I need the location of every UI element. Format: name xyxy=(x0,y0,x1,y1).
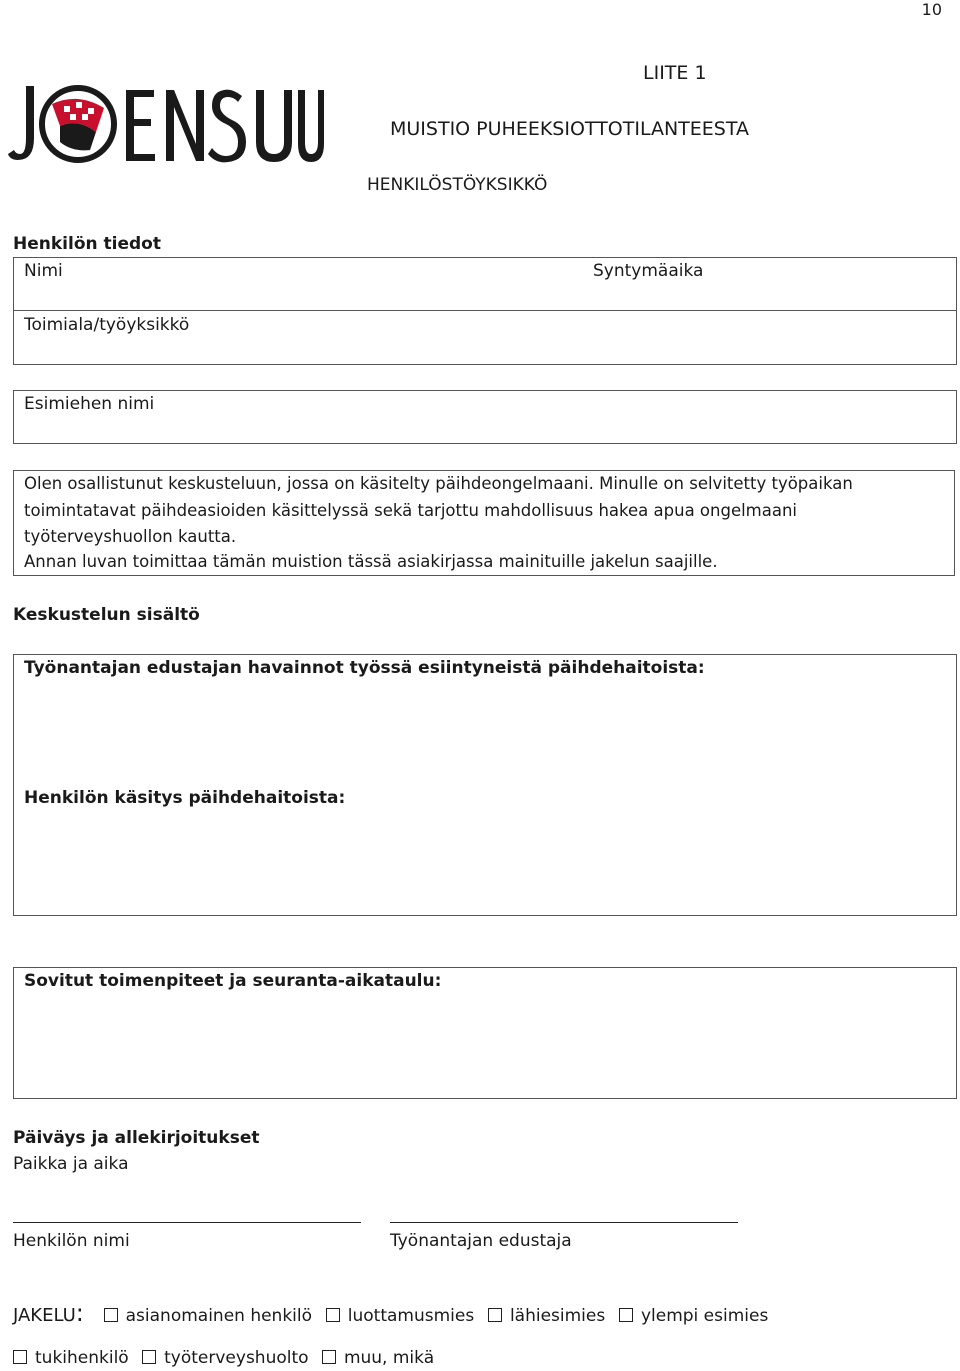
distribution-row-2 xyxy=(13,1348,434,1368)
appendix-label: LIITE 1 xyxy=(643,62,707,84)
consent-line-2: toimintatavat päihdeasioiden käsittelyssä sekä tarjottu mahdollisuus hakea apua ongelmaani xyxy=(24,501,798,520)
checkbox-icon[interactable] xyxy=(488,1308,502,1322)
document-title: MUISTIO PUHEEKSIOTTOTILANTEESTA xyxy=(390,118,749,140)
distribution-option[interactable]: tukihenkilö xyxy=(13,1348,137,1368)
supervisor-label: Esimiehen nimi xyxy=(24,394,155,414)
distribution-row-1 xyxy=(13,1299,768,1327)
person-info-heading: Henkilön tiedot xyxy=(13,234,161,254)
employer-rep-label: Työnantajan edustaja xyxy=(390,1231,572,1251)
distribution-option[interactable]: työterveyshuolto xyxy=(142,1348,316,1368)
signatures-heading: Päiväys ja allekirjoitukset xyxy=(13,1128,260,1148)
distribution-option[interactable]: muu, mikä xyxy=(322,1348,434,1368)
place-date-label: Paikka ja aika xyxy=(13,1154,129,1174)
checkbox-icon[interactable] xyxy=(142,1350,156,1364)
employer-signature-line[interactable] xyxy=(390,1222,738,1223)
checkbox-icon[interactable] xyxy=(326,1308,340,1322)
employer-observations-label: Työnantajan edustajan havainnot työssä esiintyneistä päihdehaitoista: xyxy=(24,658,705,678)
person-view-label: Henkilön käsitys päihdehaitoista: xyxy=(24,788,346,808)
name-label: Nimi xyxy=(24,261,63,281)
distribution-option[interactable]: lähiesimies xyxy=(488,1305,613,1326)
distribution-option[interactable]: ylempi esimies xyxy=(619,1305,768,1326)
discussion-box xyxy=(13,654,957,916)
distribution-option[interactable]: luottamusmies xyxy=(326,1305,482,1326)
discussion-heading: Keskustelun sisältö xyxy=(13,605,200,625)
distribution-label: JAKELU xyxy=(13,1305,76,1326)
checkbox-icon[interactable] xyxy=(104,1308,118,1322)
person-info-divider xyxy=(14,310,956,311)
checkbox-icon[interactable] xyxy=(13,1350,27,1364)
checkbox-icon[interactable] xyxy=(619,1308,633,1322)
consent-line-4: Annan luvan toimittaa tämän muistion tässä asiakirjassa mainituille jakelun saajille. xyxy=(24,552,718,571)
page-number: 10 xyxy=(921,0,942,19)
person-info-box xyxy=(13,257,957,365)
person-signature-line[interactable] xyxy=(13,1222,361,1223)
supervisor-box xyxy=(13,390,957,444)
person-name-label: Henkilön nimi xyxy=(13,1231,130,1251)
department-label: Toimiala/työyksikkö xyxy=(24,315,190,335)
agreed-actions-label: Sovitut toimenpiteet ja seuranta-aikataulu: xyxy=(24,971,442,991)
consent-line-3: työterveyshuollon kautta. xyxy=(24,527,237,546)
consent-line-1: Olen osallistunut keskusteluun, jossa on käsitelty päihdeongelmaani. Minulle on selvitetty työpaikan xyxy=(24,474,853,493)
birthdate-label: Syntymäaika xyxy=(593,261,704,281)
distribution-colon: : xyxy=(75,1299,84,1327)
distribution-option[interactable]: asianomainen henkilö xyxy=(104,1305,320,1326)
unit-label: HENKILÖSTÖYKSIKKÖ xyxy=(367,175,548,195)
logo-graphic xyxy=(6,82,326,164)
checkbox-icon[interactable] xyxy=(322,1350,336,1364)
